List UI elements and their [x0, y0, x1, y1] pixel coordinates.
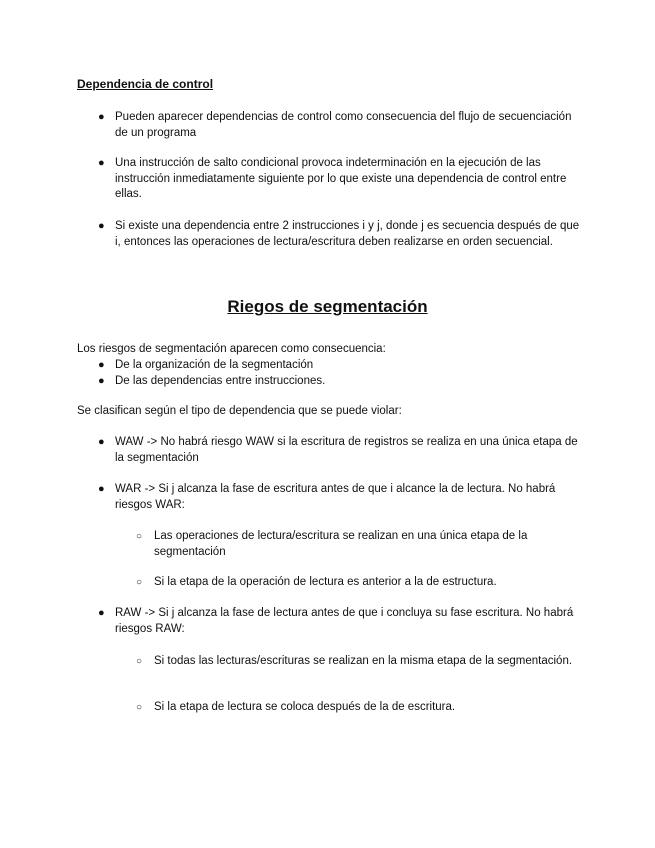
list-item-text: De las dependencias entre instrucciones. — [115, 375, 326, 387]
list-item-raw — [98, 606, 585, 637]
list-item-text: RAW -> Si j alcanza la fase de lectura antes de que i concluya su fase escritura. No habrá riesgos RAW: — [115, 607, 574, 635]
intro-paragraph: Los riesgos de segmentación aparecen como consecuencia: — [77, 343, 386, 355]
list-item — [98, 219, 585, 250]
page-title: Riegos de segmentación — [227, 297, 428, 316]
sub-list-item — [136, 529, 574, 560]
list-item-text: WAW -> No habrá riesgo WAW si la escritura de registros se realiza en una única etapa de la segmentación — [115, 436, 578, 464]
bullet-icon: ● — [98, 483, 105, 495]
bullet-icon: ● — [98, 157, 105, 169]
list-item-text: De la organización de la segmentación — [115, 359, 314, 371]
list-item-text: Una instrucción de salto condicional provoca indeterminación en la ejecución de las instrucción inmediatamente siguiente por lo que existe una dependencia de control entre ellas. — [115, 157, 567, 200]
hollow-bullet-icon: ○ — [136, 531, 143, 542]
bullet-icon: ● — [98, 220, 105, 232]
list-item-waw — [98, 435, 585, 466]
list-item-war — [98, 482, 585, 513]
bullet-icon: ● — [98, 607, 105, 619]
list-item-text: Si existe una dependencia entre 2 instrucciones i y j, donde j es secuencia después de que i, entonces las operaciones de lectura/escritura deben realizarse en orden secuencial. — [115, 220, 580, 248]
sub-list-item-text: Si todas las lecturas/escrituras se realizan en la misma etapa de la segmentación. — [154, 655, 573, 667]
hollow-bullet-icon: ○ — [136, 656, 143, 667]
bullet-icon: ● — [98, 359, 105, 371]
sub-list-item — [136, 700, 574, 716]
list-item — [98, 358, 585, 374]
list-item — [98, 156, 585, 203]
hollow-bullet-icon: ○ — [136, 577, 143, 588]
bullet-icon: ● — [98, 436, 105, 448]
sub-list-item-text: Si la etapa de lectura se coloca después de la de escritura. — [154, 701, 456, 713]
list-item-text: Pueden aparecer dependencias de control como consecuencia del flujo de secuenciación de un programa — [115, 111, 572, 139]
section-heading-control: Dependencia de control — [77, 77, 214, 91]
hollow-bullet-icon: ○ — [136, 702, 143, 713]
sub-list-item-text: Las operaciones de lectura/escritura se realizan en una única etapa de la segmentación — [154, 530, 528, 558]
bullet-icon: ● — [98, 111, 105, 123]
sub-list-item-text: Si la etapa de la operación de lectura es anterior a la de estructura. — [154, 576, 497, 588]
sub-list-item — [136, 575, 574, 591]
sub-list-item — [136, 654, 574, 670]
list-item — [98, 374, 585, 390]
list-item-text: WAR -> Si j alcanza la fase de escritura antes de que i alcance la de lectura. No habrá riesgos WAR: — [115, 483, 556, 511]
classify-paragraph: Se clasifican según el tipo de dependencia que se puede violar: — [77, 405, 402, 417]
list-item — [98, 110, 585, 141]
bullet-icon: ● — [98, 375, 105, 387]
